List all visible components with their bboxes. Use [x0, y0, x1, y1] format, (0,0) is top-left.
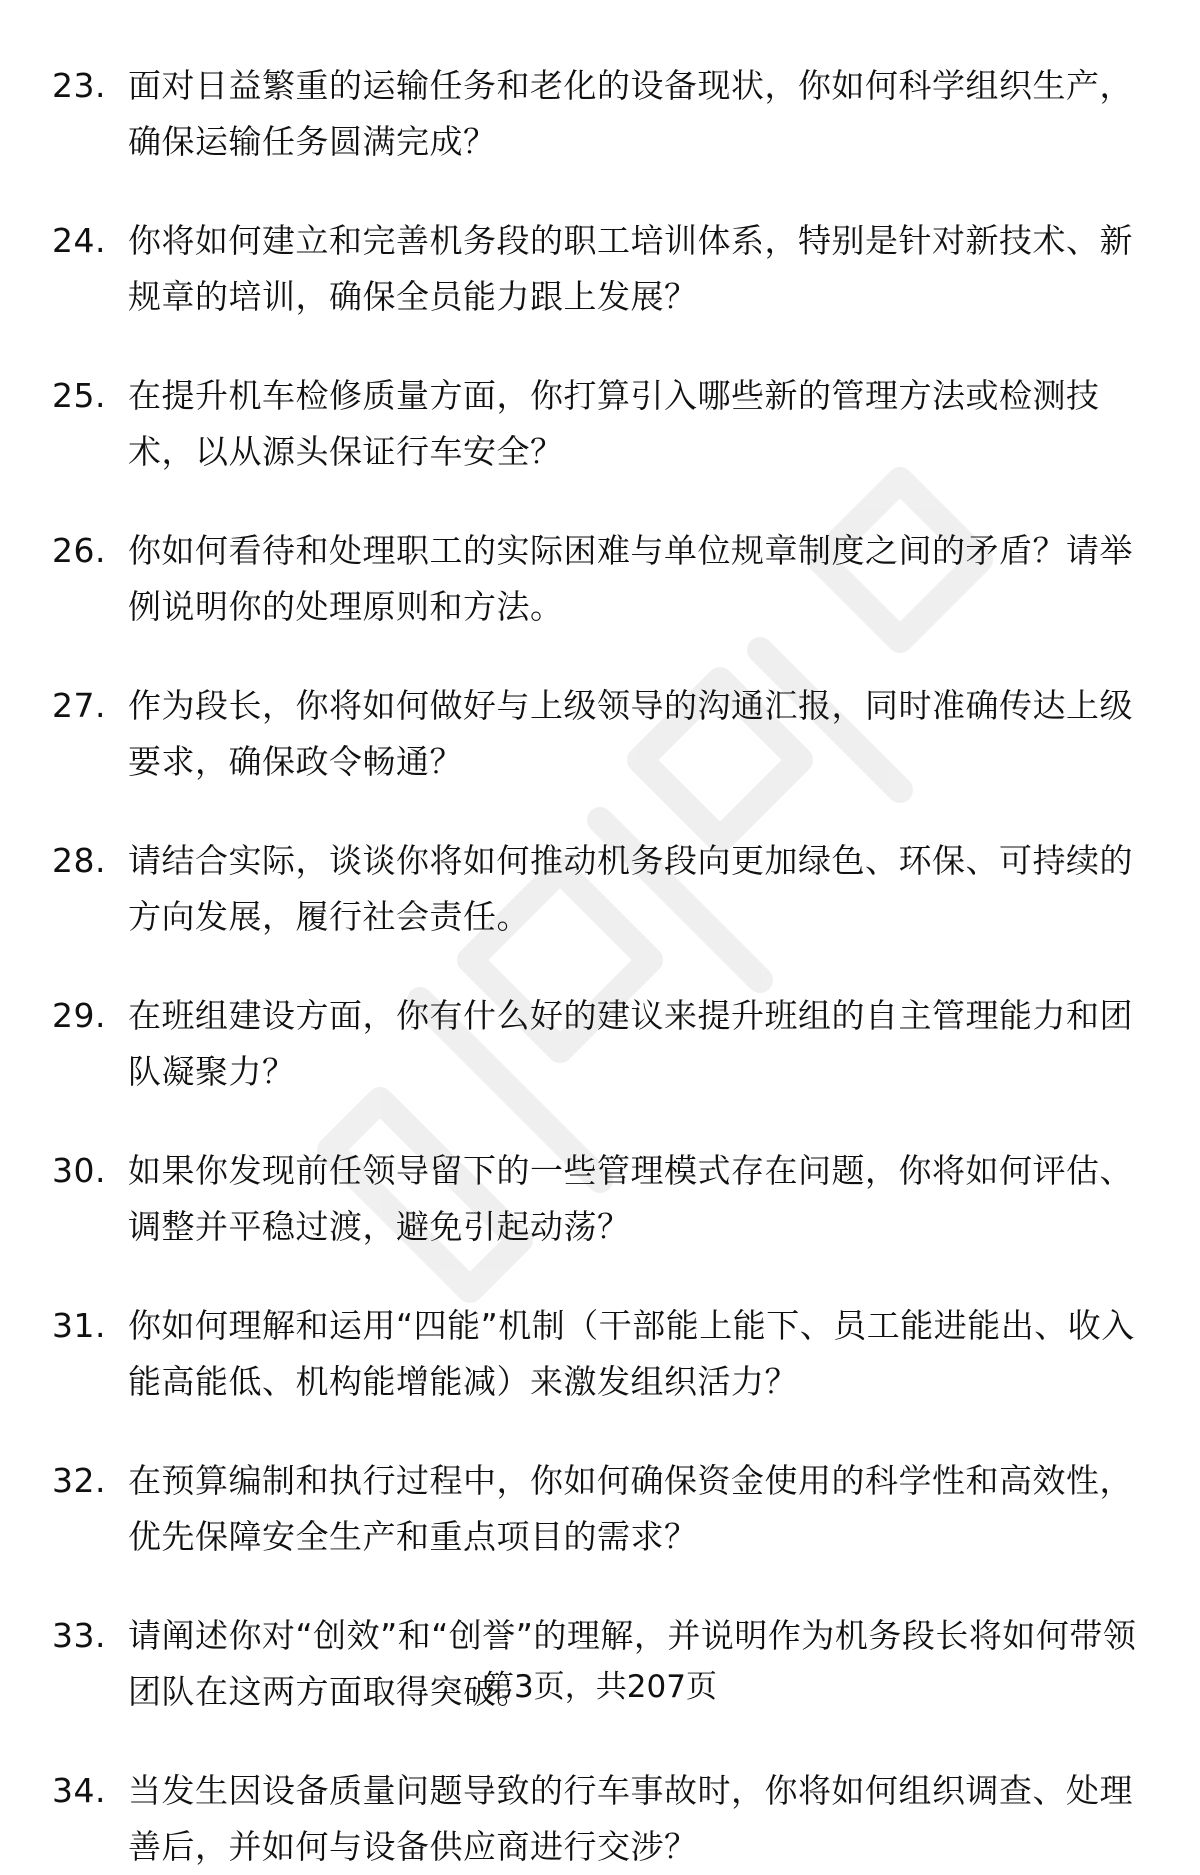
question-item [0, 988, 1200, 1100]
question-number: 27. [52, 686, 106, 725]
question-number: 32. [52, 1461, 106, 1500]
question-item [0, 1143, 1200, 1255]
question-number: 30. [52, 1151, 106, 1190]
question-number: 29. [52, 996, 106, 1035]
question-text: 你将如何建立和完善机务段的职工培训体系，特别是针对新技术、新规章的培训，确保全员能力跟上发展？ [128, 221, 1133, 316]
question-item [0, 1453, 1200, 1565]
question-text: 当发生因设备质量问题导致的行车事故时，你将如何组织调查、处理善后，并如何与设备供应商进行交涉？ [128, 1771, 1133, 1866]
question-item [0, 678, 1200, 790]
question-item [0, 1608, 1200, 1720]
question-text: 你如何理解和运用“四能”机制（干部能上能下、员工能进能出、收入能高能低、机构能增能减）来激发组织活力？ [128, 1306, 1135, 1401]
question-item [0, 1298, 1200, 1410]
question-text: 在班组建设方面，你有什么好的建议来提升班组的自主管理能力和团队凝聚力？ [128, 996, 1133, 1091]
page-indicator: 第3页，共207页 [483, 1669, 717, 1705]
question-item [0, 1763, 1200, 1875]
question-text: 在提升机车检修质量方面，你打算引入哪些新的管理方法或检测技术，以从源头保证行车安全？ [128, 376, 1100, 471]
question-number: 28. [52, 841, 106, 880]
question-text: 作为段长，你将如何做好与上级领导的沟通汇报，同时准确传达上级要求，确保政令畅通？ [128, 686, 1133, 781]
question-list [0, 58, 1200, 1875]
question-number: 33. [52, 1616, 106, 1655]
question-item [0, 368, 1200, 480]
question-number: 31. [52, 1306, 106, 1345]
question-item [0, 523, 1200, 635]
question-text: 你如何看待和处理职工的实际困难与单位规章制度之间的矛盾？请举例说明你的处理原则和方法。 [128, 531, 1133, 626]
question-text: 如果你发现前任领导留下的一些管理模式存在问题，你将如何评估、调整并平稳过渡，避免引起动荡？ [128, 1151, 1133, 1246]
question-item [0, 58, 1200, 170]
question-text: 请结合实际，谈谈你将如何推动机务段向更加绿色、环保、可持续的方向发展，履行社会责任。 [128, 841, 1133, 936]
question-number: 24. [52, 221, 106, 260]
question-text: 在预算编制和执行过程中，你如何确保资金使用的科学性和高效性，优先保障安全生产和重点项目的需求？ [128, 1461, 1133, 1556]
question-text: 面对日益繁重的运输任务和老化的设备现状，你如何科学组织生产，确保运输任务圆满完成？ [128, 66, 1133, 161]
question-text: 请阐述你对“创效”和“创誉”的理解，并说明作为机务段长将如何带领团队在这两方面取得突破。 [128, 1616, 1137, 1711]
question-number: 23. [52, 66, 106, 105]
question-number: 25. [52, 376, 106, 415]
question-number: 26. [52, 531, 106, 570]
question-item [0, 833, 1200, 945]
question-item [0, 213, 1200, 325]
question-number: 34. [52, 1771, 106, 1810]
